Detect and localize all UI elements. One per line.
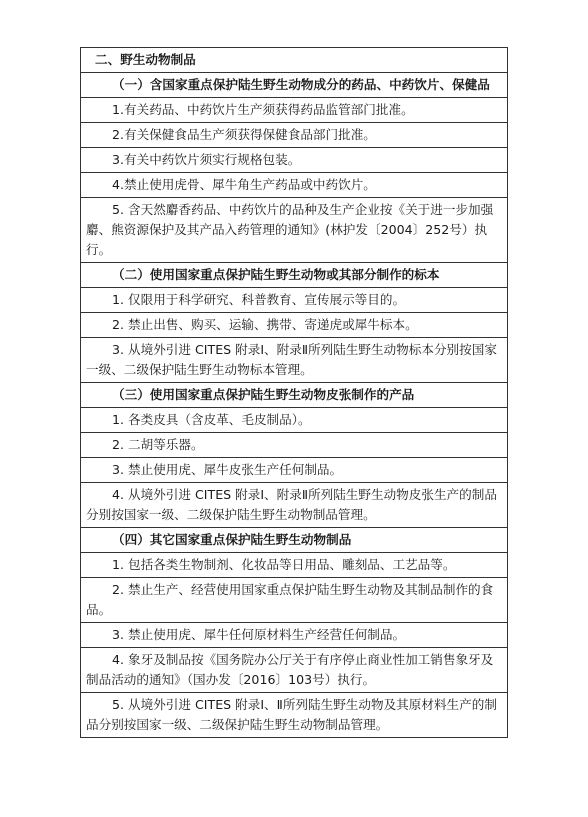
table-row — [81, 198, 508, 263]
category-heading: （三）使用国家重点保护陆生野生动物皮张制作的产品 — [81, 383, 508, 408]
table-row — [81, 173, 508, 198]
list-item: 3. 禁止使用虎、犀牛任何原材料生产经营任何制品。 — [81, 623, 508, 648]
table-row — [81, 288, 508, 313]
section-title: 二、野生动物制品 — [81, 48, 508, 73]
table-row — [81, 313, 508, 338]
table-row — [81, 553, 508, 578]
table-row — [81, 648, 508, 693]
list-item: 2. 禁止出售、购买、运输、携带、寄递虎或犀牛标本。 — [81, 313, 508, 338]
list-item: 1. 仅限用于科学研究、科普教育、宣传展示等目的。 — [81, 288, 508, 313]
table-row — [81, 338, 508, 383]
list-item: 2. 二胡等乐器。 — [81, 433, 508, 458]
category-heading: （二）使用国家重点保护陆生野生动物或其部分制作的标本 — [81, 263, 508, 288]
list-item: 3. 禁止使用虎、犀牛皮张生产任何制品。 — [81, 458, 508, 483]
table-row — [81, 578, 508, 623]
table-row — [81, 123, 508, 148]
table-row — [81, 383, 508, 408]
table-row — [81, 48, 508, 73]
list-item: 4. 从境外引进 CITES 附录Ⅰ、附录Ⅱ所列陆生野生动物皮张生产的制品分别按国家一级、二级保护陆生野生动物制品管理。 — [81, 483, 508, 528]
list-item: 1.有关药品、中药饮片生产须获得药品监管部门批准。 — [81, 98, 508, 123]
list-item: 3.有关中药饮片须实行规格包装。 — [81, 148, 508, 173]
category-heading: （四）其它国家重点保护陆生野生动物制品 — [81, 528, 508, 553]
table-row — [81, 528, 508, 553]
list-item: 2.有关保健食品生产须获得保健食品部门批准。 — [81, 123, 508, 148]
list-item: 4. 象牙及制品按《国务院办公厅关于有序停止商业性加工销售象牙及制品活动的通知》（国办发〔2016〕103号）执行。 — [81, 648, 508, 693]
table-row — [81, 263, 508, 288]
regulation-table — [80, 47, 508, 738]
table-row — [81, 623, 508, 648]
category-heading: （一）含国家重点保护陆生野生动物成分的药品、中药饮片、保健品 — [81, 73, 508, 98]
table-row — [81, 148, 508, 173]
table-row — [81, 458, 508, 483]
table-row — [81, 693, 508, 738]
list-item: 5. 从境外引进 CITES 附录Ⅰ、Ⅱ所列陆生野生动物及其原材料生产的制品分别按国家一级、二级保护陆生野生动物制品管理。 — [81, 693, 508, 738]
list-item: 1. 包括各类生物制剂、化妆品等日用品、雕刻品、工艺品等。 — [81, 553, 508, 578]
table-row — [81, 408, 508, 433]
list-item: 1. 各类皮具（含皮革、毛皮制品）。 — [81, 408, 508, 433]
table-row — [81, 433, 508, 458]
table-row — [81, 483, 508, 528]
list-item: 3. 从境外引进 CITES 附录Ⅰ、附录Ⅱ所列陆生野生动物标本分别按国家一级、二级保护陆生野生动物标本管理。 — [81, 338, 508, 383]
list-item: 4.禁止使用虎骨、犀牛角生产药品或中药饮片。 — [81, 173, 508, 198]
table-row — [81, 73, 508, 98]
list-item: 5. 含天然麝香药品、中药饮片的品种及生产企业按《关于进一步加强麝、熊资源保护及其产品入药管理的通知》(林护发〔2004〕252号）执行。 — [81, 198, 508, 263]
table-row — [81, 98, 508, 123]
list-item: 2. 禁止生产、经营使用国家重点保护陆生野生动物及其制品制作的食品。 — [81, 578, 508, 623]
